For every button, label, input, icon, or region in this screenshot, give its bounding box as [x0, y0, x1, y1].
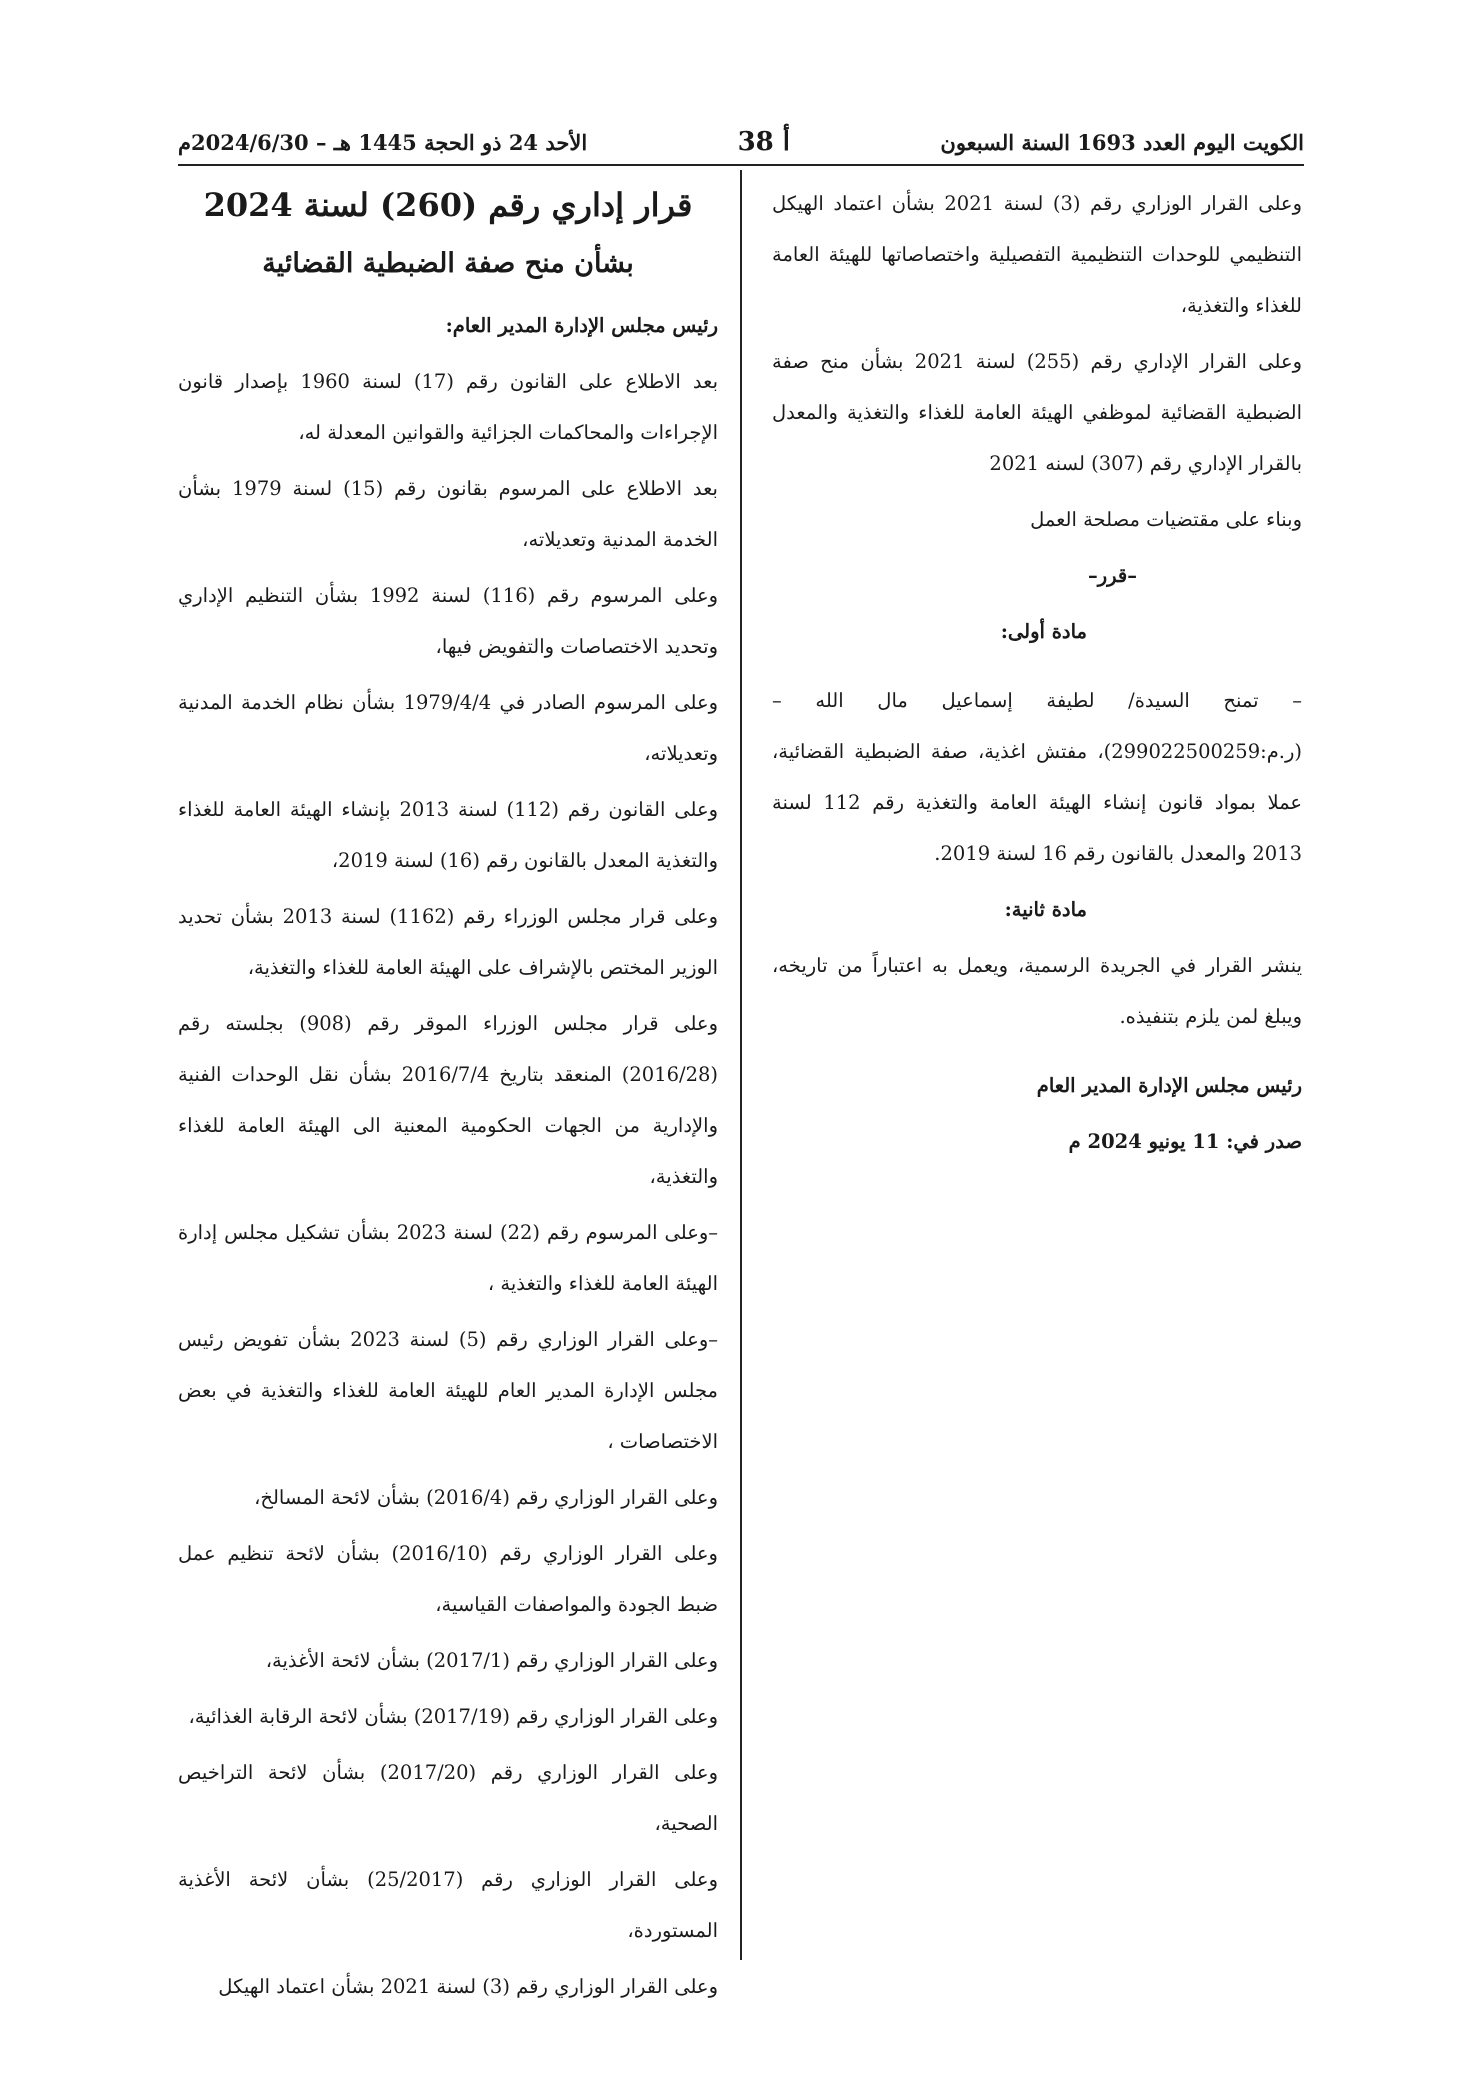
paragraph: بعد الاطلاع على المرسوم بقانون رقم (15) لسنة 1979 بشأن الخدمة المدنية وتعديلاته،	[178, 477, 718, 551]
header-date: الأحد 24 ذو الحجة 1445 هـ – 2024/6/30م	[178, 129, 588, 155]
article-1-text: – تمنح السيدة/ لطيفة إسماعيل مال الله – (ر.م:299022500259)، مفتش اغذية، صفة الضبطية القضائية، عملا بمواد قانون إنشاء الهيئة العامة والتغذية رقم 112 لسنة 2013 والمعدل بالقانون رقم 16 لسنة 2019.	[772, 689, 1302, 865]
paragraph: وعلى القرار الوزاري رقم (2016/4) بشأن لائحة المسالخ،	[254, 1486, 718, 1509]
paragraph: وعلى القانون رقم (112) لسنة 2013 بإنشاء الهيئة العامة للغذاء والتغذية المعدل بالقانون رقم (16) لسنة 2019،	[178, 798, 718, 872]
paragraph: وعلى القرار الوزاري رقم (3) لسنة 2021 بشأن اعتماد الهيكل التنظيمي للوحدات التنظيمية التفصيلية واختصاصاتها للهيئة العامة للغذاء والتغذية،	[772, 192, 1302, 317]
paragraph: وعلى القرار الوزاري رقم (2017/19) بشأن لائحة الرقابة الغذائية،	[188, 1705, 718, 1728]
decision-title: قرار إداري رقم (260) لسنة 2024	[203, 186, 693, 224]
paragraph: وعلى القرار الوزاري رقم (2017/20) بشأن لائحة التراخيص الصحية،	[178, 1761, 718, 1835]
article-1-title: مادة أولى:	[1000, 620, 1087, 643]
issue-date: صدر في: 11 يونيو 2024 م	[1068, 1130, 1302, 1153]
paragraph: وعلى المرسوم رقم (116) لسنة 1992 بشأن التنظيم الإداري وتحديد الاختصاصات والتفويض فيها،	[178, 584, 718, 658]
paragraph: وعلى القرار الإداري رقم (255) لسنة 2021 بشأن منح صفة الضبطية القضائية لموظفي الهيئة العامة للغذاء والتغذية والمعدل بالقرار الإداري رقم (307) لسنه 2021	[772, 350, 1302, 475]
paragraph: وعلى المرسوم الصادر في 1979/4/4 بشأن نظام الخدمة المدنية وتعديلاته،	[178, 691, 718, 765]
paragraph: وعلى القرار الوزاري رقم (3) لسنة 2021 بشأن اعتماد الهيكل	[218, 1975, 718, 1998]
paragraph: وعلى قرار مجلس الوزراء الموقر رقم (908) بجلسته رقم (2016/28) المنعقد بتاريخ 2016/7/4 بشأن نقل الوحدات الفنية والإدارية من الجهات الحكومية المعنية الى الهيئة العامة للغذاء والتغذية،	[178, 1012, 718, 1188]
paragraph: –وعلى القرار الوزاري رقم (5) لسنة 2023 بشأن تفويض رئيس مجلس الإدارة المدير العام للهيئة العامة للغذاء والتغذية في بعض الاختصاصات ،	[178, 1328, 718, 1453]
paragraph: وعلى قرار مجلس الوزراء رقم (1162) لسنة 2013 بشأن تحديد الوزير المختص بالإشراف على الهيئة العامة للغذاء والتغذية،	[178, 905, 718, 979]
page-header	[178, 120, 1304, 166]
signature: رئيس مجلس الإدارة المدير العام	[1036, 1074, 1302, 1097]
page-number: أ 38	[737, 127, 791, 157]
paragraph: بعد الاطلاع على القانون رقم (17) لسنة 1960 بإصدار قانون الإجراءات والمحاكمات الجزائية والقوانين المعدلة له،	[178, 370, 718, 444]
paragraph: وعلى القرار الوزاري رقم (25/2017) بشأن لائحة الأغذية المستوردة،	[178, 1868, 718, 1942]
decision-subtitle: بشأن منح صفة الضبطية القضائية	[262, 248, 634, 279]
left-column	[178, 178, 718, 2017]
decision-heading: –قرر–	[1088, 564, 1137, 587]
paragraph: وعلى القرار الوزاري رقم (2016/10) بشأن لائحة تنظيم عمل ضبط الجودة والمواصفات القياسية،	[178, 1542, 718, 1616]
paragraph: وبناء على مقتضيات مصلحة العمل	[1030, 508, 1302, 531]
issuer: رئيس مجلس الإدارة المدير العام:	[445, 314, 718, 337]
column-divider	[740, 170, 742, 1960]
right-column	[772, 178, 1302, 1172]
paragraph: –وعلى المرسوم رقم (22) لسنة 2023 بشأن تشكيل مجلس إدارة الهيئة العامة للغذاء والتغذية ،	[178, 1221, 719, 1295]
article-2-title: مادة ثانية:	[1004, 898, 1087, 921]
header-issue: الكويت اليوم العدد 1693 السنة السبعون	[940, 129, 1304, 155]
paragraph: وعلى القرار الوزاري رقم (2017/1) بشأن لائحة الأغذية،	[265, 1649, 718, 1672]
article-2-text: ينشر القرار في الجريدة الرسمية، ويعمل به اعتباراً من تاريخه، ويبلغ لمن يلزم بتنفيذه.	[772, 954, 1302, 1028]
